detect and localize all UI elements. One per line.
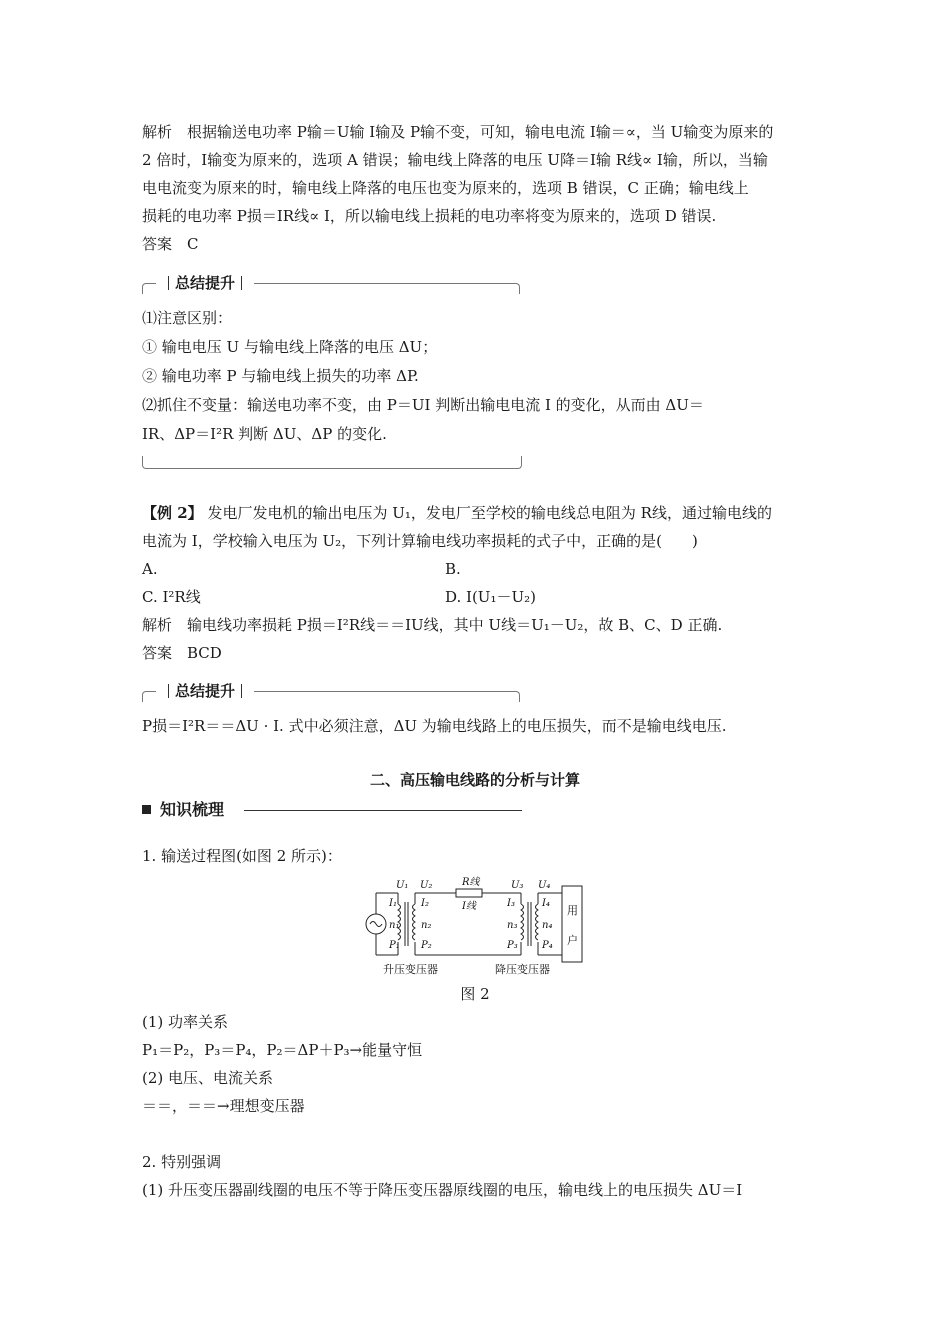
- label-step-up: 升压变压器: [383, 963, 438, 976]
- ex1-analysis-line-3: 电电流变为原来的时，输电线上降落的电压也变为原来的，选项 B 错误，C 正确；输电线上: [142, 179, 749, 197]
- item-2-title: 2. 特别强调: [142, 1153, 222, 1171]
- knowledge-label: 知识梳理: [160, 800, 225, 819]
- label-n2: n₂: [421, 920, 432, 931]
- label-P4: P₄: [542, 940, 553, 951]
- label-I3: I₃: [507, 898, 515, 909]
- section-title: 二、高压输电线路的分析与计算: [369, 771, 580, 789]
- label-n3: n₃: [507, 920, 518, 931]
- label-user-1: 用: [567, 904, 578, 917]
- summary1-line-4: ⑵抓住不变量：输送电功率不变，由 P＝UI 判断出输电电流 I 的变化，从而由 ΔU＝: [142, 396, 704, 414]
- label-U4: U₄: [538, 880, 551, 891]
- line-resistor-icon: [456, 889, 482, 897]
- ex2-question-text-1: 发电厂发电机的输出电压为 U₁，发电厂至学校的输电线总电阻为 R线，通过输电线的: [207, 504, 772, 522]
- summary1-line-2: ① 输电电压 U 与输电线上降落的电压 ΔU；: [142, 338, 438, 356]
- ex2-question-line-1: [142, 503, 772, 523]
- label-P3: P₃: [507, 940, 518, 951]
- item-2-line-1: (1) 升压变压器副线圈的电压不等于降压变压器原线圈的电压，输电线上的电压损失 ΔU＝I: [142, 1181, 743, 1199]
- ex2-tag: 【例 2】: [142, 504, 203, 522]
- summary1-line-5: IR、ΔP＝I²R 判断 ΔU、ΔP 的变化.: [142, 425, 387, 443]
- ex2-option-d: D. I(U₁－U₂): [445, 588, 536, 606]
- transmission-circuit-diagram: [364, 876, 586, 978]
- label-U3: U₃: [511, 880, 524, 891]
- ex2-answer: 答案 BCD: [142, 644, 222, 662]
- ex1-analysis-line-4: 损耗的电功率 P损＝IR线∝ I，所以输电线上损耗的电功率将变为原来的，选项 D 错误.: [142, 207, 717, 225]
- summary-box-1-footer: [142, 456, 522, 469]
- label-P1: P₁: [389, 940, 400, 951]
- label-R-line: R线: [462, 877, 480, 888]
- label-n4: n₄: [542, 920, 553, 931]
- label-I1: I₁: [389, 898, 397, 909]
- user-load-box: [562, 886, 582, 962]
- label-step-down: 降压变压器: [495, 963, 550, 976]
- power-relation-formula: P₁＝P₂，P₃＝P₄，P₂＝ΔP＋P₃→能量守恒: [142, 1041, 423, 1059]
- voltage-current-formula: ＝＝，＝＝→理想变压器: [142, 1097, 305, 1115]
- label-U1: U₁: [396, 880, 409, 891]
- label-I4: I₄: [542, 898, 550, 909]
- ex1-answer: 答案 C: [142, 235, 199, 253]
- ex1-analysis-line-2: 2 倍时，I输变为原来的，选项 A 错误；输电线上降落的电压 U降＝I输 R线∝ I输，所以，当输: [142, 151, 768, 169]
- square-bullet-icon: [142, 805, 151, 814]
- label-I2: I₂: [421, 898, 429, 909]
- label-user-2: 户: [567, 934, 578, 947]
- summary1-line-1: ⑴注意区别：: [142, 309, 233, 327]
- figure-caption: 图 2: [460, 985, 490, 1003]
- summary-label-1: 总结提升: [156, 274, 254, 292]
- item-1-title: 1. 输送过程图(如图 2 所示)：: [142, 847, 342, 865]
- summary-box-2-header: [142, 682, 520, 700]
- knowledge-header: [142, 799, 522, 821]
- power-relation-title: (1) 功率关系: [142, 1013, 229, 1031]
- label-U2: U₂: [420, 880, 433, 891]
- summary1-line-3: ② 输电功率 P 与输电线上损失的功率 ΔP.: [142, 367, 419, 385]
- header-rule: [244, 810, 522, 811]
- summary-box-1-header: [142, 274, 520, 292]
- ex2-option-a: A.: [142, 560, 158, 578]
- ex2-analysis: 解析 输电线功率损耗 P损＝I²R线＝＝IU线，其中 U线＝U₁－U₂，故 B、C、D 正确.: [142, 616, 723, 634]
- summary2-line-1: P损＝I²R＝＝ΔU · I. 式中必须注意，ΔU 为输电线路上的电压损失，而不是输电线电压.: [142, 717, 727, 735]
- label-I-line: I线: [462, 901, 476, 912]
- label-n1: n₁: [389, 920, 400, 931]
- ex2-question-line-2: 电流为 I，学校输入电压为 U₂，下列计算输电线功率损耗的式子中，正确的是( ): [142, 532, 698, 550]
- ex2-option-c: C. I²R线: [142, 588, 201, 606]
- ex2-option-b: B.: [445, 560, 461, 578]
- summary-label-2: 总结提升: [156, 682, 254, 700]
- ex1-analysis-line-1: 解析 根据输送电功率 P输＝U输 I输及 P输不变，可知，输电电流 I输＝∝，当 U输变为原来的: [142, 123, 774, 141]
- voltage-current-title: (2) 电压、电流关系: [142, 1069, 274, 1087]
- label-P2: P₂: [421, 940, 432, 951]
